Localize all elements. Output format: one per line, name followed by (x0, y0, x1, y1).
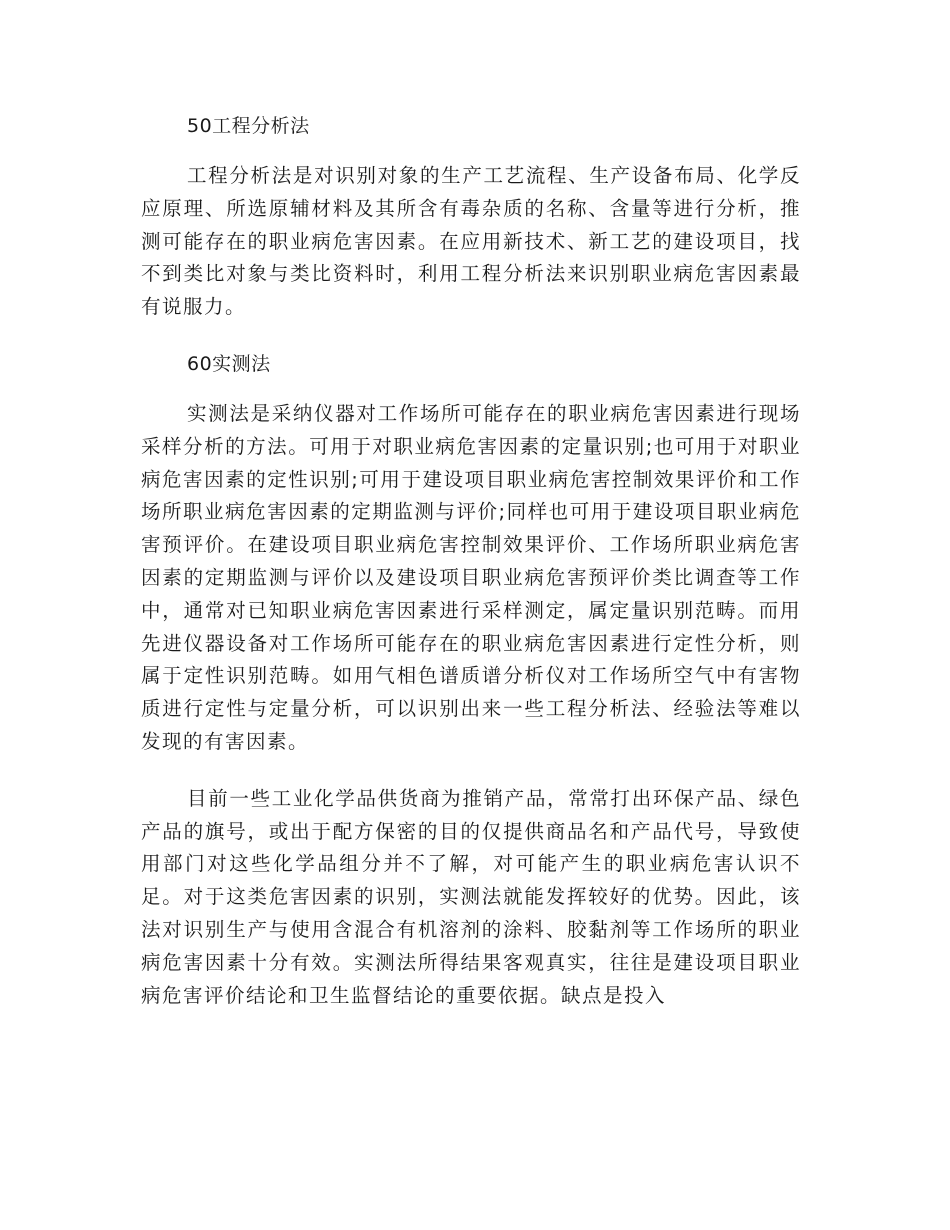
paragraph-field-measurement-1: 实测法是采纳仪器对工作场所可能存在的职业病危害因素进行现场采样分析的方法。可用于对职业病危害因素的定量识别;也可用于对职业病危害因素的定性识别;可用于建设项目职业病危害控制效果评价和工作场所职业病危害因素的定期监测与评价;同样也可用于建设项目职业病危害预评价。在建设项目职业病危害控制效果评价、工作场所职业病危害因素的定期监测与评价以及建设项目职业病危害预评价类比调查等工作中，通常对已知职业病危害因素进行采样测定，属定量识别范畴。而用先进仪器设备对工作场所可能存在的职业病危害因素进行定性分析，则属于定性识别范畴。如用气相色谱质谱分析仪对工作场所空气中有害物质进行定性与定量分析，可以识别出来一些工程分析法、经验法等难以发现的有害因素。 (141, 401, 801, 753)
paragraph-engineering-analysis: 工程分析法是对识别对象的生产工艺流程、生产设备布局、化学反应原理、所选原辅材料及其所含有毒杂质的名称、含量等进行分析，推测可能存在的职业病危害因素。在应用新技术、新工艺的建设项目，找不到类比对象与类比资料时，利用工程分析法来识别职业病危害因素最有说服力。 (141, 164, 801, 319)
document-page (141, 110, 801, 1034)
section-heading-field-measurement: 60实测法 (187, 352, 271, 375)
paragraph-field-measurement-2: 目前一些工业化学品供货商为推销产品，常常打出环保产品、绿色产品的旗号，或出于配方保密的目的仅提供商品名和产品代号，导致使用部门对这些化学品组分并不了解，对可能产生的职业病危害认识不足。对于这类危害因素的识别，实测法就能发挥较好的优势。因此，该法对识别生产与使用含混合有机溶剂的涂料、胶黏剂等工作场所的职业病危害因素十分有效。实测法所得结果客观真实，往往是建设项目职业病危害评价结论和卫生监督结论的重要依据。缺点是投入 (141, 786, 801, 1007)
section-heading-engineering-analysis: 50工程分析法 (187, 115, 310, 137)
